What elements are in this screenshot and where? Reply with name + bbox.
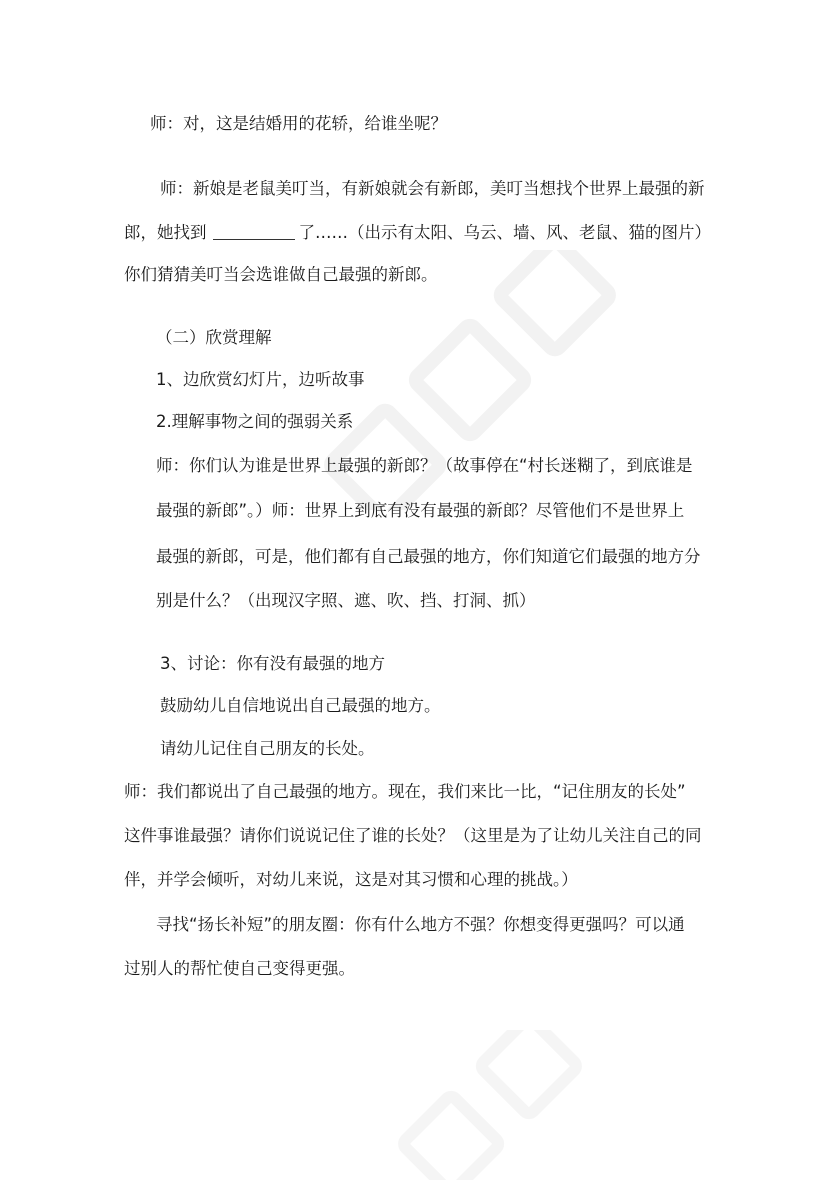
paragraph-text: 了……（出示有太阳、乌云、墙、风、老鼠、猫的图片） [298, 223, 711, 242]
list-item: 2.理解事物之间的强弱关系 [156, 412, 354, 431]
paragraph-line: 你们猜猜美叮当会选谁做自己最强的新郎。 [124, 265, 438, 284]
paragraph-line: 这件事谁最强？请你们说说记住了谁的长处？（这里是为了让幼儿关注自己的同 [124, 826, 702, 845]
paragraph-line: 师：新娘是老鼠美叮当，有新娘就会有新郎，美叮当想找个世界上最强的新 [160, 179, 705, 198]
paragraph-line: 伴，并学会倾听，对幼儿来说，这是对其习惯和心理的挑战。） [124, 870, 578, 889]
paragraph-line: 最强的新郎，可是，他们都有自己最强的地方，你们知道它们最强的地方分 [156, 547, 701, 566]
fill-in-blank [213, 221, 295, 240]
section-heading: （二）欣赏理解 [156, 328, 272, 347]
paragraph-line: 别是什么？（出现汉字照、遮、吹、挡、打洞、抓） [156, 591, 536, 610]
paragraph-text: 郎，她找到 [124, 223, 207, 242]
paragraph-line: 过别人的帮忙使自己变得更强。 [124, 959, 355, 978]
paragraph-line: 请幼儿记住自己朋友的长处。 [160, 739, 375, 758]
list-item: 3、讨论：你有没有最强的地方 [160, 654, 385, 673]
paragraph-line: 师：你们认为谁是世界上最强的新郎？（故事停在“村长迷糊了，到底谁是 [156, 456, 693, 475]
paragraph-line: 寻找“扬长补短”的朋友圈：你有什么地方不强？你想变得更强吗？可以通 [156, 915, 685, 934]
paragraph-line-with-blank [124, 221, 711, 244]
paragraph-line: 最强的新郎”。）师：世界上到底有没有最强的新郎？尽管他们不是世界上 [156, 501, 685, 520]
paragraph-line: 师：对，这是结婚用的花轿，给谁坐呢？ [150, 114, 447, 133]
list-item: 1、边欣赏幻灯片，边听故事 [156, 370, 365, 389]
paragraph-line: 鼓励幼儿自信地说出自己最强的地方。 [160, 696, 441, 715]
paragraph-line: 师：我们都说出了自己最强的地方。现在，我们来比一比，“记住朋友的长处” [124, 782, 686, 801]
watermark-logo-bottom [360, 1030, 620, 1180]
